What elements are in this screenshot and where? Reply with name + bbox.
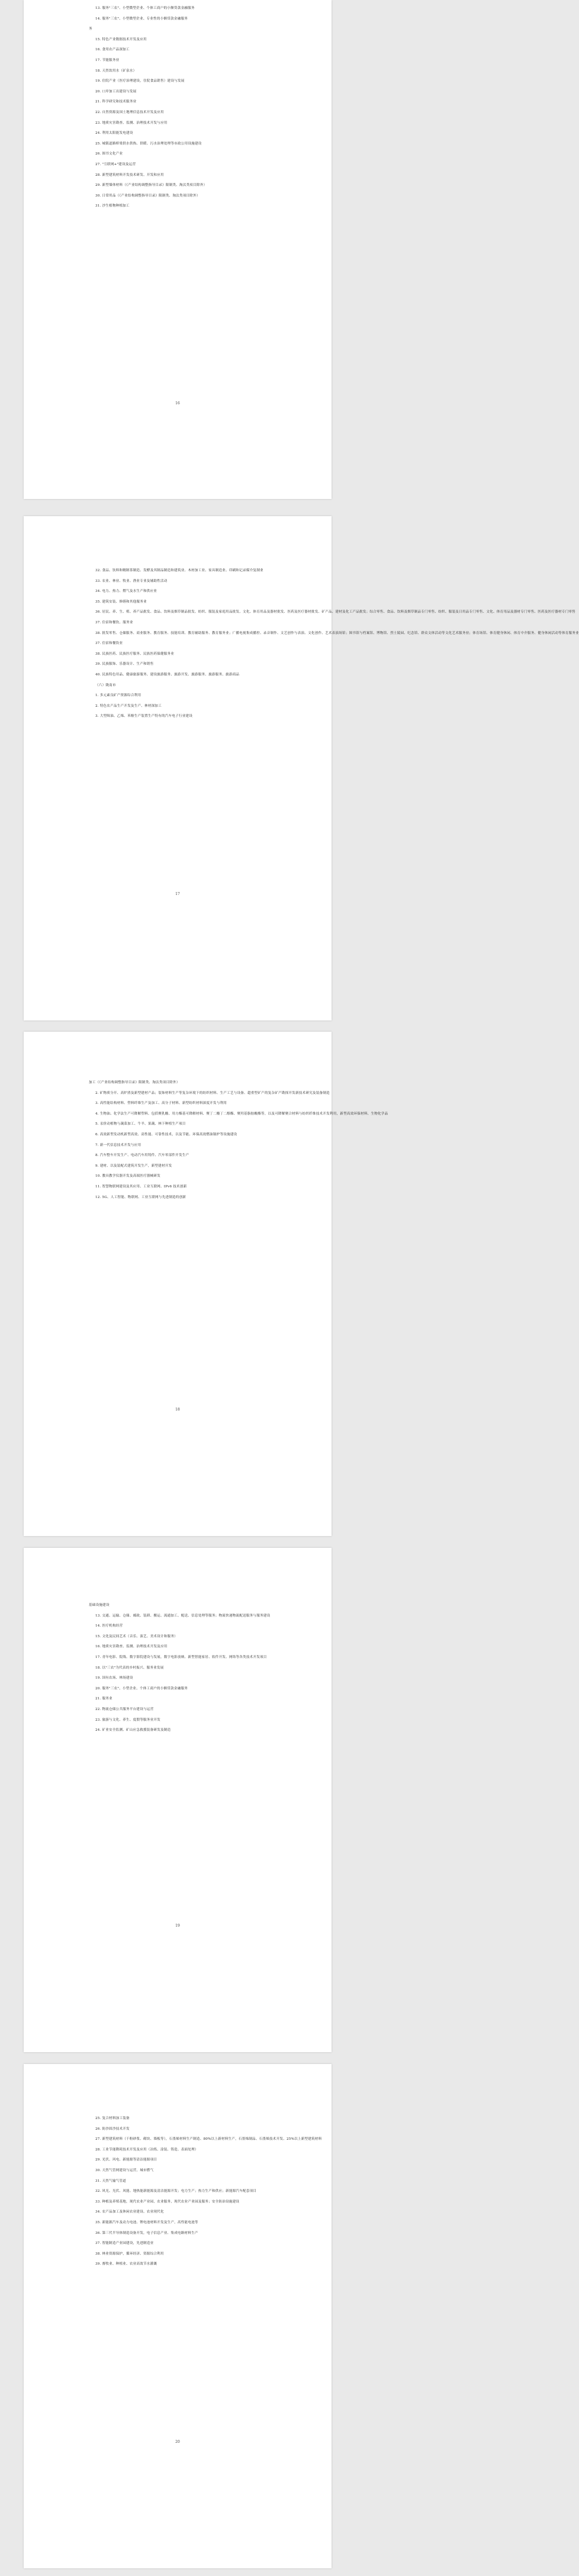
text-line: 38. 林业资源保护，循环经济、资源综合利用: [95, 2252, 164, 2256]
text-line: 18. 以"三农"为代表的乡村振兴、服务业发展: [95, 1666, 164, 1670]
text-line: 37. 住宿和餐饮业: [95, 642, 123, 646]
page-body: [89, 2068, 322, 2270]
text-line: 14. 医疗机构经营: [95, 1624, 123, 1628]
text-line: 加工（《产业结构调整指导目录》限制类、淘汰类项目除外）: [89, 1081, 180, 1084]
text-line: 35. 新能源汽车及动力电池、锂电池材料开发及生产，高性能电池等: [95, 2220, 198, 2224]
text-line: 34. 农产品加工及休闲农业建设、农业现代化: [95, 2210, 164, 2214]
text-line: 17. 青年电影、院线、数字影院建设与发展，数字电影放映、新型智能家居、软件开发、网络等各类技术开发项目: [95, 1655, 267, 1659]
text-line: 28. 新型建筑材料开发技术研发、开发和应用: [95, 173, 164, 177]
page-number: 20: [175, 2440, 180, 2444]
page-body: [89, 520, 579, 722]
text-line: 19. 国有农场、林场建设: [95, 1676, 133, 1680]
text-line: 6. 高效新型发动机新型高效、高性能、可靠性技术，以及节能、环保高效燃油锅炉等设施建设: [95, 1132, 237, 1136]
text-line: 19. 住院产业（医疗治理建设，住院食品销售）建设与发展: [95, 79, 185, 83]
text-line: 13. 交通、运输、仓储、邮政、装卸、搬运、流通加工、配送、信息处理等服务；物流快递物流配送服务与服务建设: [95, 1614, 271, 1618]
text-line: 36. 第三代半导体制造设备开发，电子信息产业、集成电路材料生产: [95, 2231, 198, 2235]
text-line: 36. 居民、养、生、殖、养产品批发、食品、饮料及烟草制品批发、纺织、服装及家庭用品批发、文化、体育用品及器材批发、医药及医疗器材批发、矿产品、建材及化工产品批发；综合零售、食品、饮料及烟草制品专门零售、纺织、服装及日用品专门零售、文化、体育用品及器材专门零售、医药及医疗器材专门零售: [95, 610, 576, 614]
text-line: 4. 生物油、化学法生产可降解塑料、包括聚乳酸、用方酯基可降解材料、聚丁二酸丁二醇酯、聚羟基脂肪酸酯等，以及可降解聚合材料与纺织纤维技术开发利用，新型高效环保材料、生物化学品: [95, 1112, 388, 1116]
text-line: 8. 汽车整车开发生产、电动汽车用铸件、汽车零部件开发生产: [95, 1154, 189, 1158]
text-line: 1. 多元素良矿产资源综合利用: [95, 694, 141, 698]
text-line: 26. 防沙固沙技术开发: [95, 2127, 130, 2131]
text-line: 14. 服务"三农"、小型微型企业、专业性的小额贷款金融服务: [95, 17, 188, 21]
text-line: 21. 服务业: [95, 1697, 112, 1701]
text-line: 40. 民族特色用品、健康旅游服务、建设旅游服务、旅游开发、旅游服务、旅游服务、旅游商品: [95, 672, 240, 677]
text-line: 39. 民族服饰、乐器设计、生产和销售: [95, 662, 154, 666]
text-line: 24. 利用太阳能发电建设: [95, 131, 133, 136]
text-line: 39. 畜牧业、种植业、农业高效节水灌溉: [95, 2262, 157, 2266]
text-line: （六）陇南市: [95, 683, 116, 687]
text-line: 27. 新型建筑材料（干粉砂浆、砌块、墙板等），石墨烯材料生产制造、80%以上新材料生产，石墨烯制品、石墨烯技术开发、25%以上新型建筑材料: [95, 2137, 322, 2142]
text-line: 16. 地质灾害勘查、监测、治理技术开发及应用: [95, 1645, 168, 1649]
text-line: 12. 5G、人工智能、物联网、工业互联网与先进制造的创新: [95, 1195, 186, 1199]
text-line: 33. 种植及养殖基地，现代农业产业园，农业服务，现代农业产业园及服务；安全防治设施建设: [95, 2200, 240, 2204]
text-line: 25. 城镇道路桥梁供水供热、供暖、污水治理处理等市政公用设施建设: [95, 141, 202, 146]
page-body: [89, 1551, 271, 1736]
text-line: 38. 批发零售、仓储服务、商业服务、教育服务、技能培训、教育辅助服务、教育服务业；广播电视集成播控、录音制作、文艺创作与表演、文化创作、艺术表演场馆；图书馆与档案馆、博物馆、烈士陵园、纪念馆、群众文体活动等文化艺术服务业；体育场馆、体育健身休闲、体育中介服务、健身休闲活动等体育服务业: [95, 631, 579, 635]
text-line: 11. 智慧物联网建设及其应用、工业互联网、IPv6 技术创新: [95, 1184, 187, 1189]
text-line: 21. 科学研究和技术服务业: [95, 100, 137, 104]
text-line: 2. 特色农产品生产开发及生产、林材深加工: [95, 704, 162, 708]
text-line: 25. 复合材料加工装备: [95, 2117, 130, 2120]
text-line: 24. 矿业安全监测、矿山应急救援装备研发及制造: [95, 1728, 171, 1733]
text-line: 34. 电力、热力、燃气及水生产和供应业: [95, 590, 157, 594]
text-line: 27. "互联网+"建设及运营: [95, 162, 136, 166]
text-line: 28. 工业节能降耗技术开发及应用（冶炼、涂装、铸造、表面处理）: [95, 2147, 198, 2152]
text-line: 基础设施建设: [89, 1603, 110, 1607]
text-line: 20. 服务"三农"、小型企业、个体工商户的小额贷款金融服务: [95, 1686, 188, 1690]
document-page-16: [24, 0, 332, 499]
page-number: 18: [175, 1408, 180, 1412]
text-line: 23. 地质灾害勘查、监测、治理技术开发与应用: [95, 121, 168, 125]
text-line: 31. 沙生植物种植加工: [95, 204, 130, 208]
page-number: 17: [175, 892, 180, 896]
page-body: [89, 4, 266, 212]
text-line: 33. 农业、林业、牧业、渔业专业及辅助性活动: [95, 579, 168, 583]
text-line: 3. 高性能结构材料、塑料纤维生产及加工、高分子材料、新型纺织材料深度开发与利用: [95, 1102, 227, 1106]
text-line: 2. 矿物质分开、高炉渣及新型建材产品；装饰材料生产等复杂环境下的纺织材料、生产工艺与设备、超重型矿产的复杂矿产勘探开发新技术研究及装备制造: [95, 1091, 330, 1095]
text-line: 30. 日常用品（《产业结构调整指导目录》限制类、淘汰类项目除外）: [95, 194, 200, 198]
document-page-20: [24, 2064, 332, 2568]
text-line: 15. 文化及民间艺术（音乐、演艺、美术设计和服务）: [95, 1634, 178, 1638]
text-line: 16. 食用农产品深加工: [95, 48, 130, 52]
page-body: [89, 1035, 388, 1203]
text-line: 38. 民族医药、民族医疗服务、民族医药保健服务业: [95, 652, 175, 656]
text-line: 37. 智能制造产业园建设，先进制造业: [95, 2242, 154, 2246]
text-line: 29. 光伏、风电、新能源等清洁能源项目: [95, 2158, 157, 2162]
document-page-17: [24, 516, 579, 1020]
text-line: 18. 天然饮用水（矿泉水）: [95, 69, 137, 73]
text-line: 29. 新型墙体材料（《产业结构调整指导目录》限制类、淘汰类项目除外）: [95, 183, 207, 188]
document-page-18: [24, 1032, 388, 1536]
text-line: 26. 图书文化产业: [95, 152, 123, 156]
text-line: 20. 口岸加工出建设与发展: [95, 89, 137, 94]
text-line: 23. 旅游与文化、养生、度假等服务业开发: [95, 1718, 160, 1722]
text-line: 31. 天然气输气管道: [95, 2179, 127, 2183]
document-page-19: [24, 1548, 332, 2052]
text-line: 17. 节能服务业: [95, 58, 120, 62]
text-line: 35. 建筑安装、修缮和其他服务业: [95, 600, 147, 604]
text-line: 32. 食品、饮料和精制茶制造、发酵及其制品制造和建筑业、木材加工业、家具制造业、印刷和记录媒介复制业: [95, 569, 263, 572]
text-line: 30. 天然气管网建设与运营，城市燃气: [95, 2168, 154, 2172]
page-number: 16: [175, 401, 180, 405]
text-line: 3. 大型缉油、乙烯、苯酚生产装置生产特有的汽车电子行业建设: [95, 714, 193, 719]
text-line: 7. 新一代信息技术开发与应用: [95, 1143, 141, 1147]
text-line: 务: [89, 27, 92, 31]
text-line: 22. 自然资源及国土地理信息技术开发及应用: [95, 110, 164, 114]
text-line: 37. 住宿和餐饮、服务业: [95, 620, 133, 624]
text-line: 15. 特色产业数据技术开发及应用: [95, 37, 147, 41]
text-line: 32. 风光、光伏、风能、地热能新能源及清洁能源开发；电力生产；热力生产和供应；新能源汽车配套项目: [95, 2189, 257, 2194]
text-line: 5. 汞价动植物与蔬菜加工、牛羊、果蔬、林下种植生产项目: [95, 1122, 186, 1126]
text-line: 9. 建材、以及装配式建筑开发生产，新型建材开发: [95, 1164, 172, 1168]
page-number: 19: [175, 1924, 180, 1928]
text-line: 10. 教具教学仪器开发及高端医疗器械研发: [95, 1174, 160, 1178]
text-line: 22. 物流仓储公共服务平台建设与运营: [95, 1707, 154, 1711]
text-line: 13. 服务"三农"、小型微型企业、个体工商户的小额贷款金融服务: [95, 7, 195, 10]
